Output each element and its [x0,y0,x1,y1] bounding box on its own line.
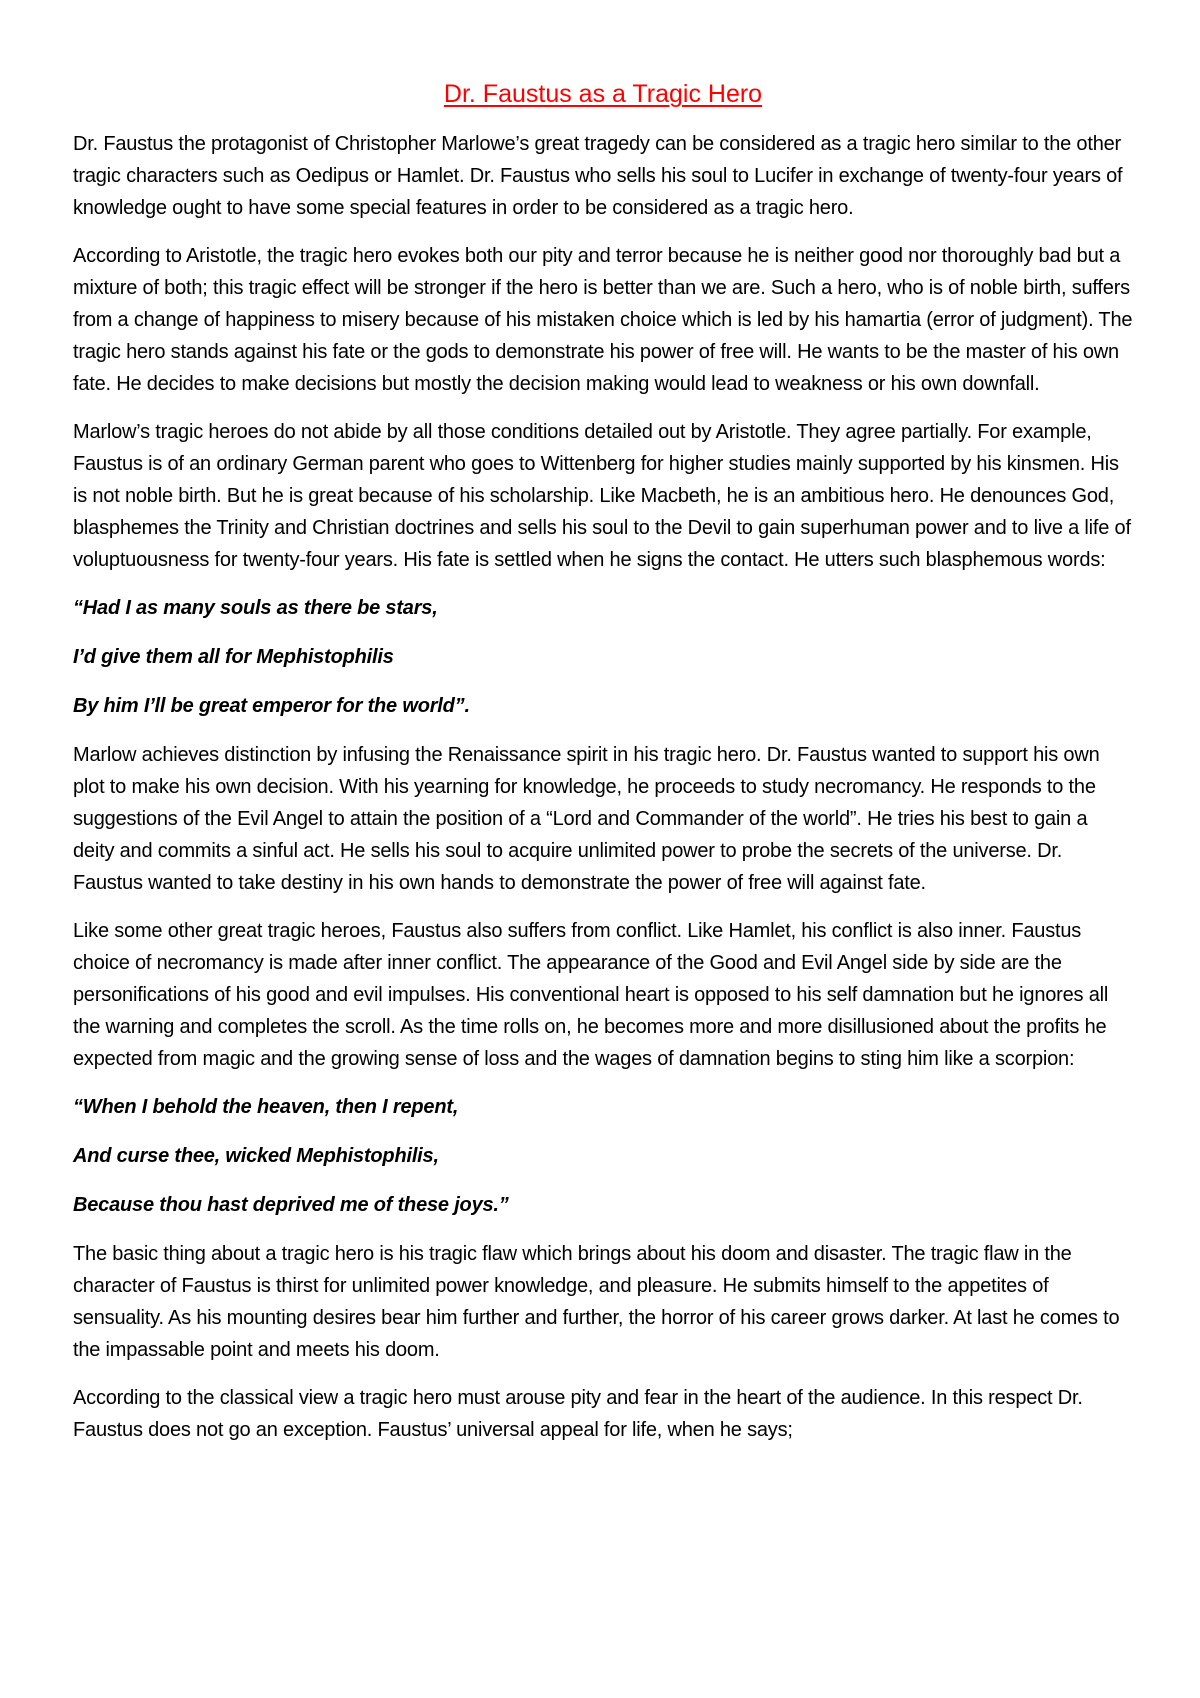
quote-line: “Had I as many souls as there be stars, [73,597,438,619]
quote-line: “When I behold the heaven, then I repent, [73,1096,459,1118]
paragraph-tragic-flaw: The basic thing about a tragic hero is his tragic flaw which brings about his doom and disaster. The tragic flaw in the character of Faustus is thirst for unlimited power knowledge, and pleasure. He submits himself to the appetites of sensuality. As his mounting desires bear him further and further, the horror of his career grows darker. At last he comes to the impassable point and meets his doom. [73,1243,1120,1361]
quote-line: Because thou hast deprived me of these joys.” [73,1194,509,1216]
document-title: Dr. Faustus as a Tragic Hero [443,80,763,108]
paragraph-marlow-heroes: Marlow’s tragic heroes do not abide by all those conditions detailed out by Aristotle. They agree partially. For example, Faustus is of an ordinary German parent who goes to Wittenberg for higher studies mainly supported by his kinsmen. His is not noble birth. But he is great because of his scholarship. Like Macbeth, he is an ambitious hero. He denounces God, blasphemes the Trinity and Christian doctrines and sells his soul to the Devil to gain superhuman power and to live a life of voluptuousness for twenty-four years. His fate is settled when he signs the contact. He utters such blasphemous words: [73,421,1131,571]
paragraph-conflict: Like some other great tragic heroes, Faustus also suffers from conflict. Like Hamlet, his conflict is also inner. Faustus choice of necromancy is made after inner conflict. The appearance of the Good and Evil Angel side by side are the personifications of his good and evil impulses. His conventional heart is opposed to his self damnation but he ignores all the warning and completes the scroll. As the time rolls on, he becomes more and more disillusioned about the profits he expected from magic and the growing sense of loss and the wages of damnation begins to sting him like a scorpion: [73,920,1109,1070]
document-page [73,70,1133,1462]
quote-block-stars [73,592,1133,722]
paragraph-intro: Dr. Faustus the protagonist of Christopher Marlowe’s great tragedy can be considered as a tragic hero similar to the other tragic characters such as Oedipus or Hamlet. Dr. Faustus who sells his soul to Lucifer in exchange of twenty-four years of knowledge ought to have some special features in order to be considered as a tragic hero. [73,133,1123,219]
paragraph-aristotle: According to Aristotle, the tragic hero evokes both our pity and terror because he is neither good nor thoroughly bad but a mixture of both; this tragic effect will be stronger if the hero is better than we are. Such a hero, who is of noble birth, suffers from a change of happiness to misery because of his mistaken choice which is led by his hamartia (error of judgment). The tragic hero stands against his fate or the gods to demonstrate his power of free will. He wants to be the master of his own fate. He decides to make decisions but mostly the decision making would lead to weakness or his own downfall. [73,245,1133,395]
quote-block-heaven [73,1091,1133,1221]
paragraph-renaissance: Marlow achieves distinction by infusing the Renaissance spirit in his tragic hero. Dr. Faustus wanted to support his own plot to make his own decision. With his yearning for knowledge, he proceeds to study necromancy. He responds to the suggestions of the Evil Angel to attain the position of a “Lord and Commander of the world”. He tries his best to gain a deity and commits a sinful act. He sells his soul to acquire unlimited power to probe the secrets of the universe. Dr. Faustus wanted to take destiny in his own hands to demonstrate the power of free will against fate. [73,744,1100,894]
paragraph-classical-view: According to the classical view a tragic hero must arouse pity and fear in the heart of the audience. In this respect Dr. Faustus does not go an exception. Faustus’ universal appeal for life, when he says; [73,1387,1083,1441]
quote-line: And curse thee, wicked Mephistophilis, [73,1145,439,1167]
quote-line: I’d give them all for Mephistophilis [73,646,394,668]
quote-line: By him I’ll be great emperor for the world”. [73,695,470,717]
